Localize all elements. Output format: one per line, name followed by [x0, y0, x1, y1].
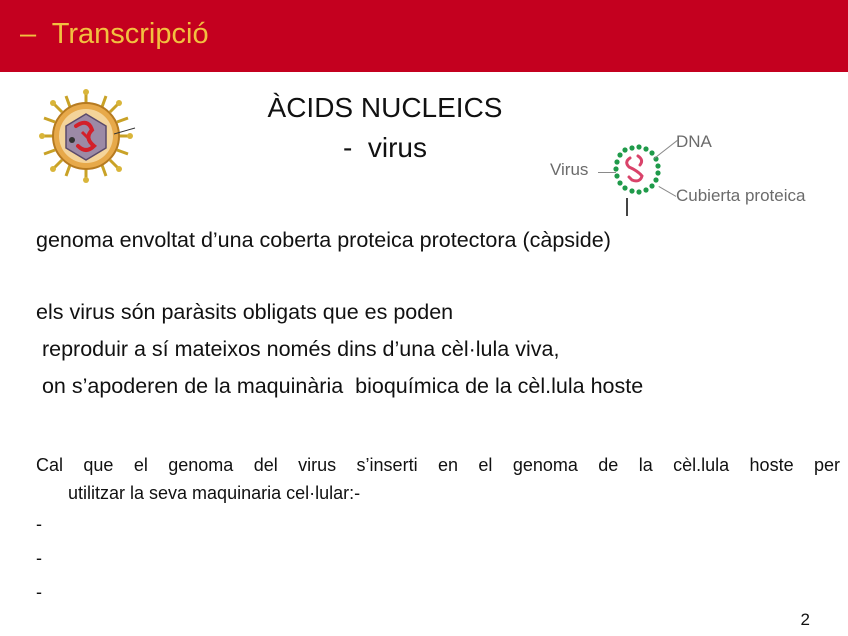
- slide-title: ÀCIDS NUCLEICS: [267, 92, 503, 123]
- page-number: 2: [800, 610, 810, 629]
- diagram-label-dna: DNA: [676, 132, 712, 151]
- text-line: reproduir a sí mateixos només dins d’una cèl·lula viva,: [36, 337, 560, 361]
- list-bullet: -: [36, 582, 42, 602]
- slide-subtitle: - virus: [343, 132, 427, 163]
- diagram-pointer-virus: [598, 172, 616, 173]
- text-line: utilitzar la seva maquinaria cel·lular:-: [68, 483, 361, 503]
- list-bullet: -: [36, 514, 42, 534]
- text-line: genoma envoltat d’una coberta proteica protectora (càpside): [36, 228, 611, 252]
- text-line: on s’apoderen de la maquinària bioquímica de la cèl.lula hoste: [36, 374, 644, 398]
- text-line: Cal que el genoma del virus s’inserti en el genoma de la cèl.lula hoste per: [36, 455, 840, 475]
- diagram-label-virus: Virus: [550, 160, 589, 179]
- virus-diagram: [548, 128, 848, 220]
- diagram-label-capsid: Cubierta proteica: [676, 186, 806, 205]
- header-bar: [0, 0, 848, 72]
- header-title: – Transcripció: [20, 18, 209, 50]
- virus-particle-icon: [36, 88, 136, 184]
- text-line: els virus són paràsits obligats que es poden: [36, 300, 454, 324]
- list-bullet: -: [36, 548, 42, 568]
